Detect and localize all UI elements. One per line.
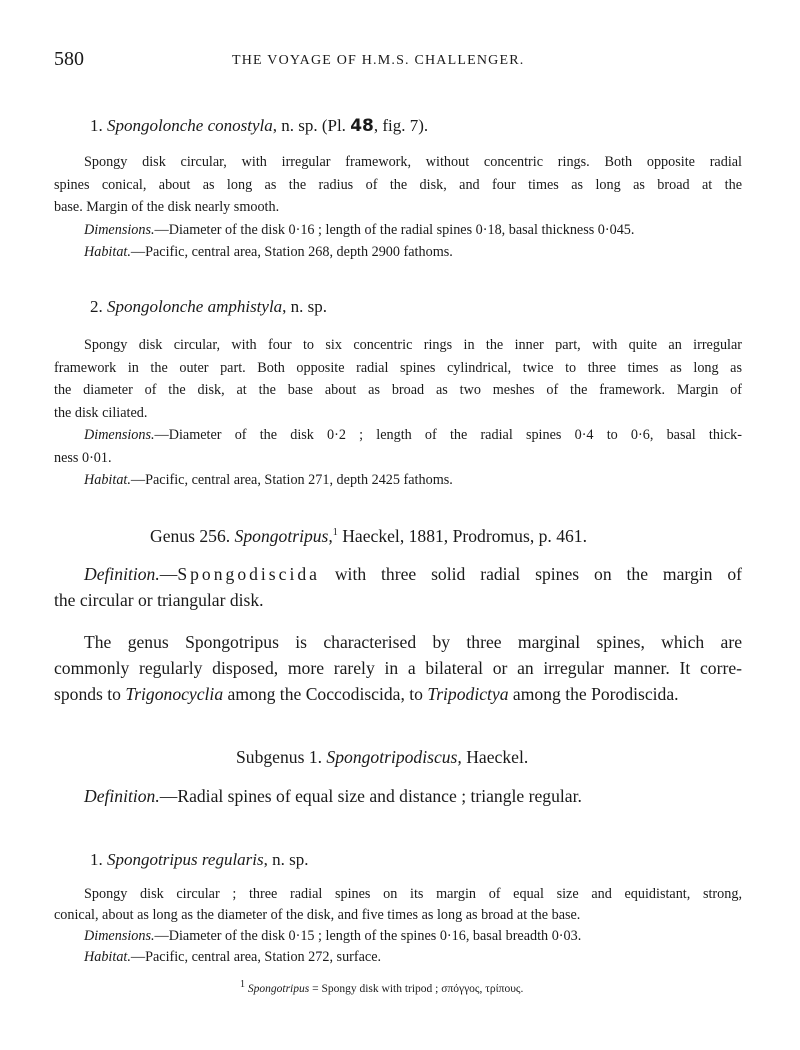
species-1-habitat: Habitat.—Pacific, central area, Station 268, depth 2900 fathoms.	[84, 244, 453, 260]
subgenus-heading: Subgenus 1. Spongotripodiscus, Haeckel.	[236, 747, 529, 767]
footnote: $^1$ Spongotripus = Spongy disk with tripod ; σπόγγος, τρίπους.	[240, 979, 524, 995]
plate-number: 48	[350, 116, 374, 136]
page-number: 580	[54, 48, 84, 70]
species-1-description: Spongy disk circular, with irregular framework, without concentric rings. Both opposite radial spines conical, about as long as the radius of the disk, and four times as long as broad at the base. Margin of the disk nearly smooth. Dimensions.—Diameter of the disk 0·16 ; length of the radial spines 0·18, basal thickness 0·045. Habitat.—Pacific, central area, Station 268, depth 2900 fathoms.	[54, 151, 742, 264]
running-title: THE VOYAGE OF H.M.S. CHALLENGER.	[232, 53, 525, 68]
species-2-name: Spongolonche amphistyla	[107, 297, 283, 316]
genus-paragraph: The genus Spongotripus is characterised by three marginal spines, which are commonly regularly disposed, more rarely in a bilateral or an irregular manner. It corre- sponds to Trigonocyclia among the Coccodiscida, to Tripodictya among the Porodiscida.	[54, 632, 742, 704]
subgenus-name: Spongotripodiscus,	[326, 747, 462, 767]
species-3-habitat: Habitat.—Pacific, central area, Station 272, surface.	[84, 949, 382, 965]
species-3-name: Spongotripus regularis	[107, 850, 264, 869]
species-3-heading: 1. Spongotripus regularis, n. sp.	[90, 850, 309, 869]
species-2-heading: 2. Spongolonche amphistyla, n. sp.	[90, 297, 328, 316]
species-3-dimensions: Dimensions.—Diameter of the disk 0·15 ; length of the spines 0·16, basal breadth 0·03.	[84, 928, 582, 944]
species-2-description: Spongy disk circular, with four to six concentric rings in the inner part, with quite an irregular framework in the outer part. Both opposite radial spines cylindrical, twice to three times as long as the diameter of the disk, at the base about as broad as two meshes of the framework. Margin of the disk ciliated. Dimensions.—Diameter of the disk 0·2 ; length of the radial spines 0·4 to 0·6, basal thick- ness 0·01. Habitat.—Pacific, central area, Station 271, depth 2425 fathoms.	[54, 334, 742, 492]
genus-heading: Genus 256. Spongotripus,$^1$ Haeckel, 1881, Prodromus, p. 461.	[150, 526, 588, 546]
species-2-dimensions: Dimensions.—Diameter of the disk 0·2 ; length of the radial spines 0·4 to 0·6, basal thick-	[84, 427, 742, 443]
species-1-dimensions: Dimensions.—Diameter of the disk 0·16 ; length of the radial spines 0·18, basal thickness 0·045.	[84, 221, 635, 238]
species-3-description: Spongy disk circular ; three radial spines on its margin of equal size and equidistant, strong, conical, about as long as the diameter of the disk, and five times as long as broad at the base. Dimensions.—Diameter of the disk 0·15 ; length of the spines 0·16, basal breadth 0·03. Habitat.—Pacific, central area, Station 272, surface.	[54, 884, 742, 968]
genus-definition: Definition.—Spongodiscida with three solid radial spines on the margin of the circular or triangular disk.	[54, 564, 742, 610]
species-1-name: Spongolonche conostyla	[107, 116, 273, 135]
subgenus-definition: Definition.—Radial spines of equal size and distance ; triangle regular.	[84, 786, 582, 806]
footnote-reference: 1	[332, 527, 338, 539]
species-2-habitat: Habitat.—Pacific, central area, Station 271, depth 2425 fathoms.	[84, 472, 453, 488]
species-1-heading: 1. Spongolonche conostyla, n. sp. (Pl. 48, fig. 7).	[90, 116, 429, 136]
genus-name: Spongotripus,	[234, 526, 333, 546]
